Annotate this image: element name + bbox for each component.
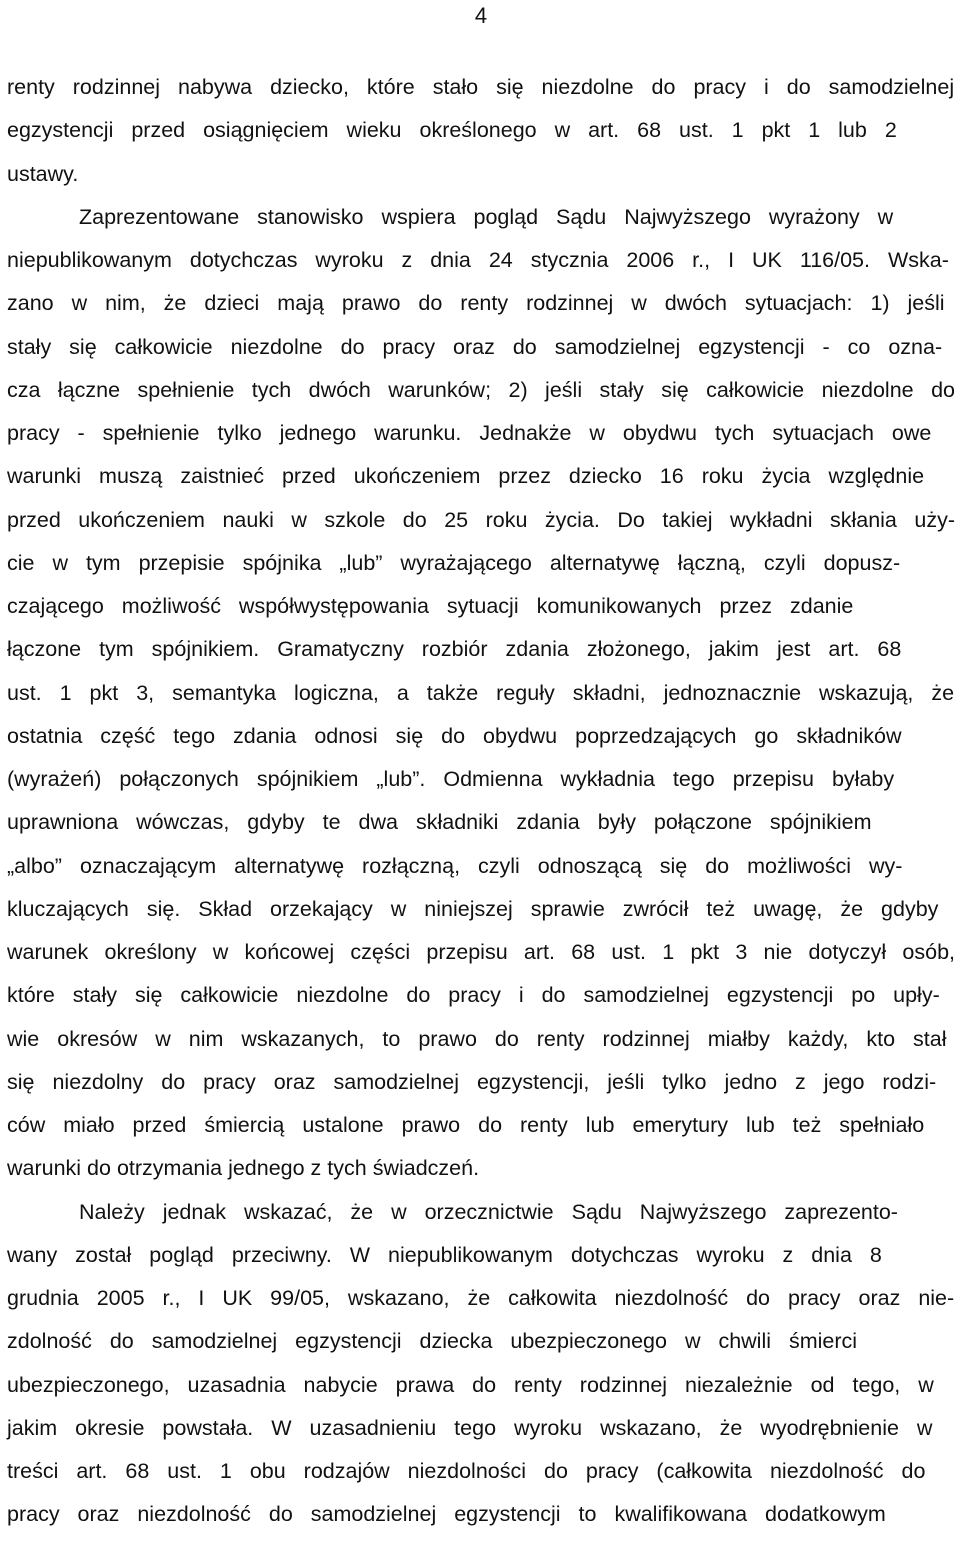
text-line: cie w tym przepisie spójnika „lub” wyrażającego alternatywę łączną, czyli dopusz- (7, 550, 901, 575)
text-line: cza łączne spełnienie tych dwóch warunków; 2) jeśli stały się całkowicie niezdolne do (7, 377, 955, 402)
text-line: wie okresów w nim wskazanych, to prawo do renty rodzinnej miałby każdy, kto stał (7, 1026, 947, 1051)
text-line: kluczających się. Skład orzekający w niniejszej sprawie zwrócił też uwagę, że gdyby (7, 896, 939, 921)
text-line: zano w nim, że dzieci mają prawo do renty rodzinnej w dwóch sytuacjach: 1) jeśli (7, 291, 945, 316)
text-line: ustawy. (7, 161, 79, 186)
text-line: warunki muszą zaistnieć przed ukończeniem przez dziecko 16 roku życia względnie (7, 464, 925, 489)
text-line: się niezdolny do pracy oraz samodzielnej egzystencji, jeśli tylko jedno z jego rodzi- (7, 1069, 937, 1094)
text-line: treści art. 68 ust. 1 obu rodzajów niezdolności do pracy (całkowita niezdolność do (7, 1459, 926, 1483)
text-line: niepublikowanym dotychczas wyroku z dnia 24 stycznia 2006 r., I UK 116/05. Wska- (7, 248, 949, 272)
text-line: uprawniona wówczas, gdyby te dwa składniki zdania były połączone spójnikiem (7, 810, 872, 835)
text-line: łączone tym spójnikiem. Gramatyczny rozbiór zdania złożonego, jakim jest art. 68 (7, 637, 902, 662)
text-line: przed ukończeniem nauki w szkole do 25 roku życia. Do takiej wykładni skłania uży- (7, 507, 955, 532)
text-line: wany został pogląd przeciwny. W niepublikowanym dotychczas wyroku z dnia 8 (7, 1242, 882, 1267)
page-number: 4 (474, 3, 488, 28)
text-line: jakim okresie powstała. W uzasadnieniu tego wyroku wskazano, że wyodrębnienie w (7, 1415, 933, 1440)
text-line: ców miało przed śmiercią ustalone prawo do renty lub emerytury lub też spełniało (7, 1113, 925, 1137)
text-line: stały się całkowicie niezdolne do pracy oraz do samodzielnej egzystencji - co ozna- (7, 334, 943, 359)
text-line: ubezpieczonego, uzasadnia nabycie prawa do renty rodzinnej niezależnie od tego, w (7, 1372, 934, 1397)
text-line: warunek określony w końcowej części przepisu art. 68 ust. 1 pkt 3 nie dotyczył osób, (7, 940, 955, 964)
text-line: ust. 1 pkt 3, semantyka logiczna, a także reguły składni, jednoznacznie wskazują, że (7, 680, 955, 705)
body-text (7, 66, 955, 1537)
text-line: pracy oraz niezdolność do samodzielnej egzystencji to kwalifikowana dodatkowym (7, 1502, 886, 1527)
text-line: grudnia 2005 r., I UK 99/05, wskazano, że całkowita niezdolność do pracy oraz nie- (7, 1286, 955, 1310)
text-line: czającego możliwość współwystępowania sytuacji komunikowanych przez zdanie (7, 594, 854, 618)
text-line: Należy jednak wskazać, że w orzecznictwie Sądu Najwyższego zaprezento- (79, 1199, 898, 1224)
text-line: (wyrażeń) połączonych spójnikiem „lub”. Odmienna wykładnia tego przepisu byłaby (7, 767, 895, 791)
text-line: pracy - spełnienie tylko jednego warunku. Jednakże w obydwu tych sytuacjach owe (7, 421, 932, 445)
text-line: warunki do otrzymania jednego z tych świadczeń. (7, 1156, 480, 1181)
text-line: ostatnia część tego zdania odnosi się do obydwu poprzedzających go składników (7, 723, 902, 748)
text-line: renty rodzinnej nabywa dziecko, które stało się niezdolne do pracy i do samodzielnej (7, 75, 955, 99)
text-line: które stały się całkowicie niezdolne do pracy i do samodzielnej egzystencji po upły- (7, 983, 940, 1008)
text-line: Zaprezentowane stanowisko wspiera pogląd Sądu Najwyższego wyrażony w (79, 204, 894, 229)
text-line: zdolność do samodzielnej egzystencji dziecka ubezpieczonego w chwili śmierci (7, 1329, 858, 1354)
text-line: egzystencji przed osiągnięciem wieku określonego w art. 68 ust. 1 pkt 1 lub 2 (7, 118, 897, 143)
text-line: „albo” oznaczającym alternatywę rozłączną, czyli odnoszącą się do możliwości wy- (7, 853, 903, 878)
